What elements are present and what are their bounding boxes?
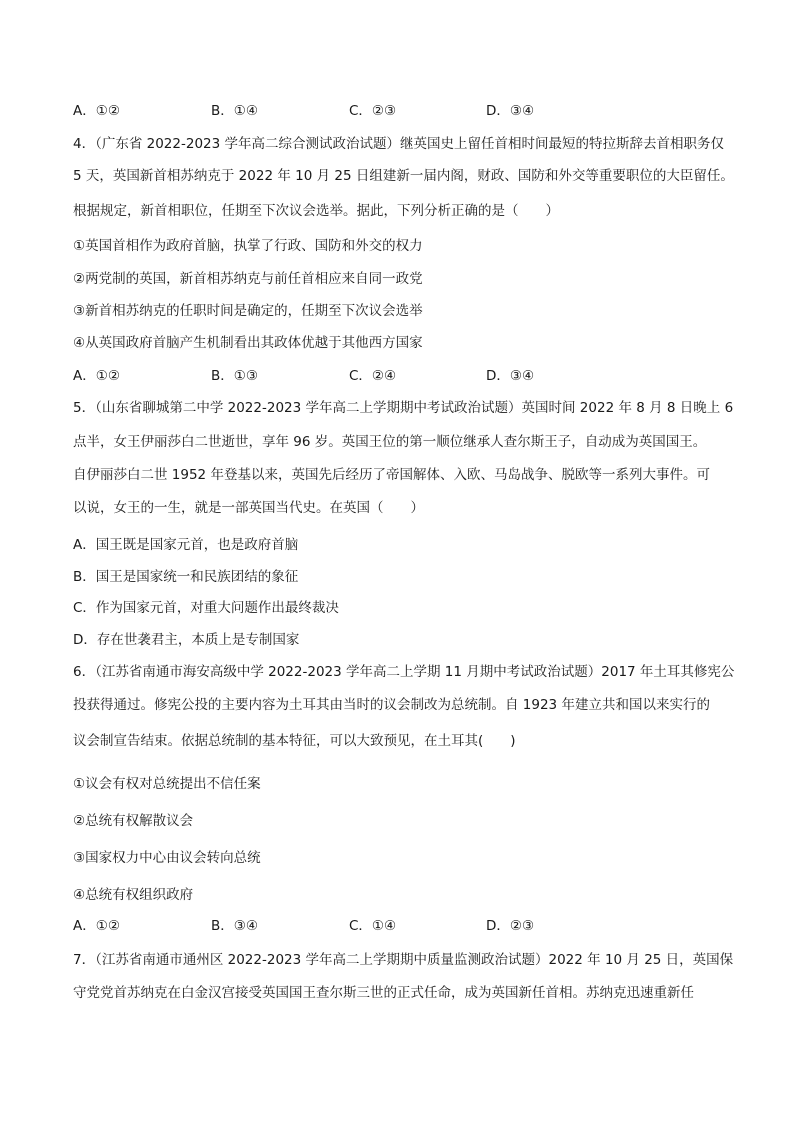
q6-stem-line-1: 6．（江苏省南通市海安高级中学 2022-2023 学年高二上学期 11 月期中考试政治试题）2017 年土耳其修宪公 — [73, 664, 735, 680]
q7-stem-line-1: 7．（江苏省南通市通州区 2022-2023 学年高二上学期期中质量监测政治试题）2022 年 10 月 25 日，英国保 — [73, 952, 734, 968]
q6-option-b: B．③④ — [211, 918, 258, 934]
q4-item-1: ①英国首相作为政府首脑，执掌了行政、国防和外交的权力 — [73, 238, 423, 254]
q6-item-3: ③国家权力中心由议会转向总统 — [73, 850, 261, 866]
q3-option-b: B．①④ — [211, 103, 258, 119]
q5-stem-line-4: 以说，女王的一生，就是一部英国当代史。在英国（ ） — [73, 500, 424, 516]
q4-item-3: ③新首相苏纳克的任职时间是确定的，任期至下次议会选举 — [73, 303, 423, 319]
q6-item-2: ②总统有权解散议会 — [73, 813, 194, 829]
q6-stem-line-3: 议会制宣告结束。依据总统制的基本特征，可以大致预见，在土耳其( ) — [73, 733, 516, 749]
q4-stem-line-3: 根据规定，新首相职位，任期至下次议会选举。据此，下列分析正确的是（ ） — [73, 203, 559, 219]
q4-item-2: ②两党制的英国，新首相苏纳克与前任首相应来自同一政党 — [73, 271, 423, 287]
q5-option-d: D．存在世袭君主，本质上是专制国家 — [73, 632, 300, 648]
q5-option-b: B．国王是国家统一和民族团结的象征 — [73, 569, 299, 585]
q5-stem-line-2: 点半，女王伊丽莎白二世逝世，享年 96 岁。英国王位的第一顺位继承人查尔斯王子，自动成为英国国王。 — [73, 434, 707, 450]
q3-option-d: D．③④ — [486, 103, 535, 119]
q6-stem-line-2: 投获得通过。修宪公投的主要内容为土耳其由当时的议会制改为总统制。自 1923 年建立共和国以来实行的 — [73, 697, 710, 713]
q6-item-4: ④总统有权组织政府 — [73, 887, 194, 903]
q6-option-d: D．②③ — [486, 918, 535, 934]
q4-option-a: A．①② — [73, 368, 120, 384]
q6-item-1: ①议会有权对总统提出不信任案 — [73, 776, 261, 792]
q5-stem-line-3: 自伊丽莎白二世 1952 年登基以来，英国先后经历了帝国解体、入欧、马岛战争、脱欧等一系列大事件。可 — [73, 467, 710, 483]
q4-option-c: C．②④ — [349, 368, 397, 384]
q3-option-c: C．②③ — [349, 103, 397, 119]
q4-stem-line-1: 4．（广东省 2022-2023 学年高二综合测试政治试题）继英国史上留任首相时间最短的特拉斯辞去首相职务仅 — [73, 136, 725, 152]
q4-stem-line-2: 5 天，英国新首相苏纳克于 2022 年 10 月 25 日组建新一届内阁，财政、国防和外交等重要职位的大臣留任。 — [73, 168, 734, 184]
q4-option-d: D．③④ — [486, 368, 535, 384]
q5-option-a: A．国王既是国家元首，也是政府首脑 — [73, 537, 299, 553]
q5-stem-line-1: 5．（山东省聊城第二中学 2022-2023 学年高二上学期期中考试政治试题）英国时间 2022 年 8 月 8 日晚上 6 — [73, 400, 734, 416]
q4-item-4: ④从英国政府首脑产生机制看出其政体优越于其他西方国家 — [73, 335, 423, 351]
q6-option-a: A．①② — [73, 918, 120, 934]
q4-option-b: B．①③ — [211, 368, 258, 384]
q3-option-a: A．①② — [73, 103, 120, 119]
q7-stem-line-2: 守党党首苏纳克在白金汉宫接受英国国王查尔斯三世的正式任命，成为英国新任首相。苏纳克迅速重新任 — [73, 985, 694, 1001]
q5-option-c: C．作为国家元首，对重大问题作出最终裁决 — [73, 600, 339, 616]
q6-option-c: C．①④ — [349, 918, 397, 934]
